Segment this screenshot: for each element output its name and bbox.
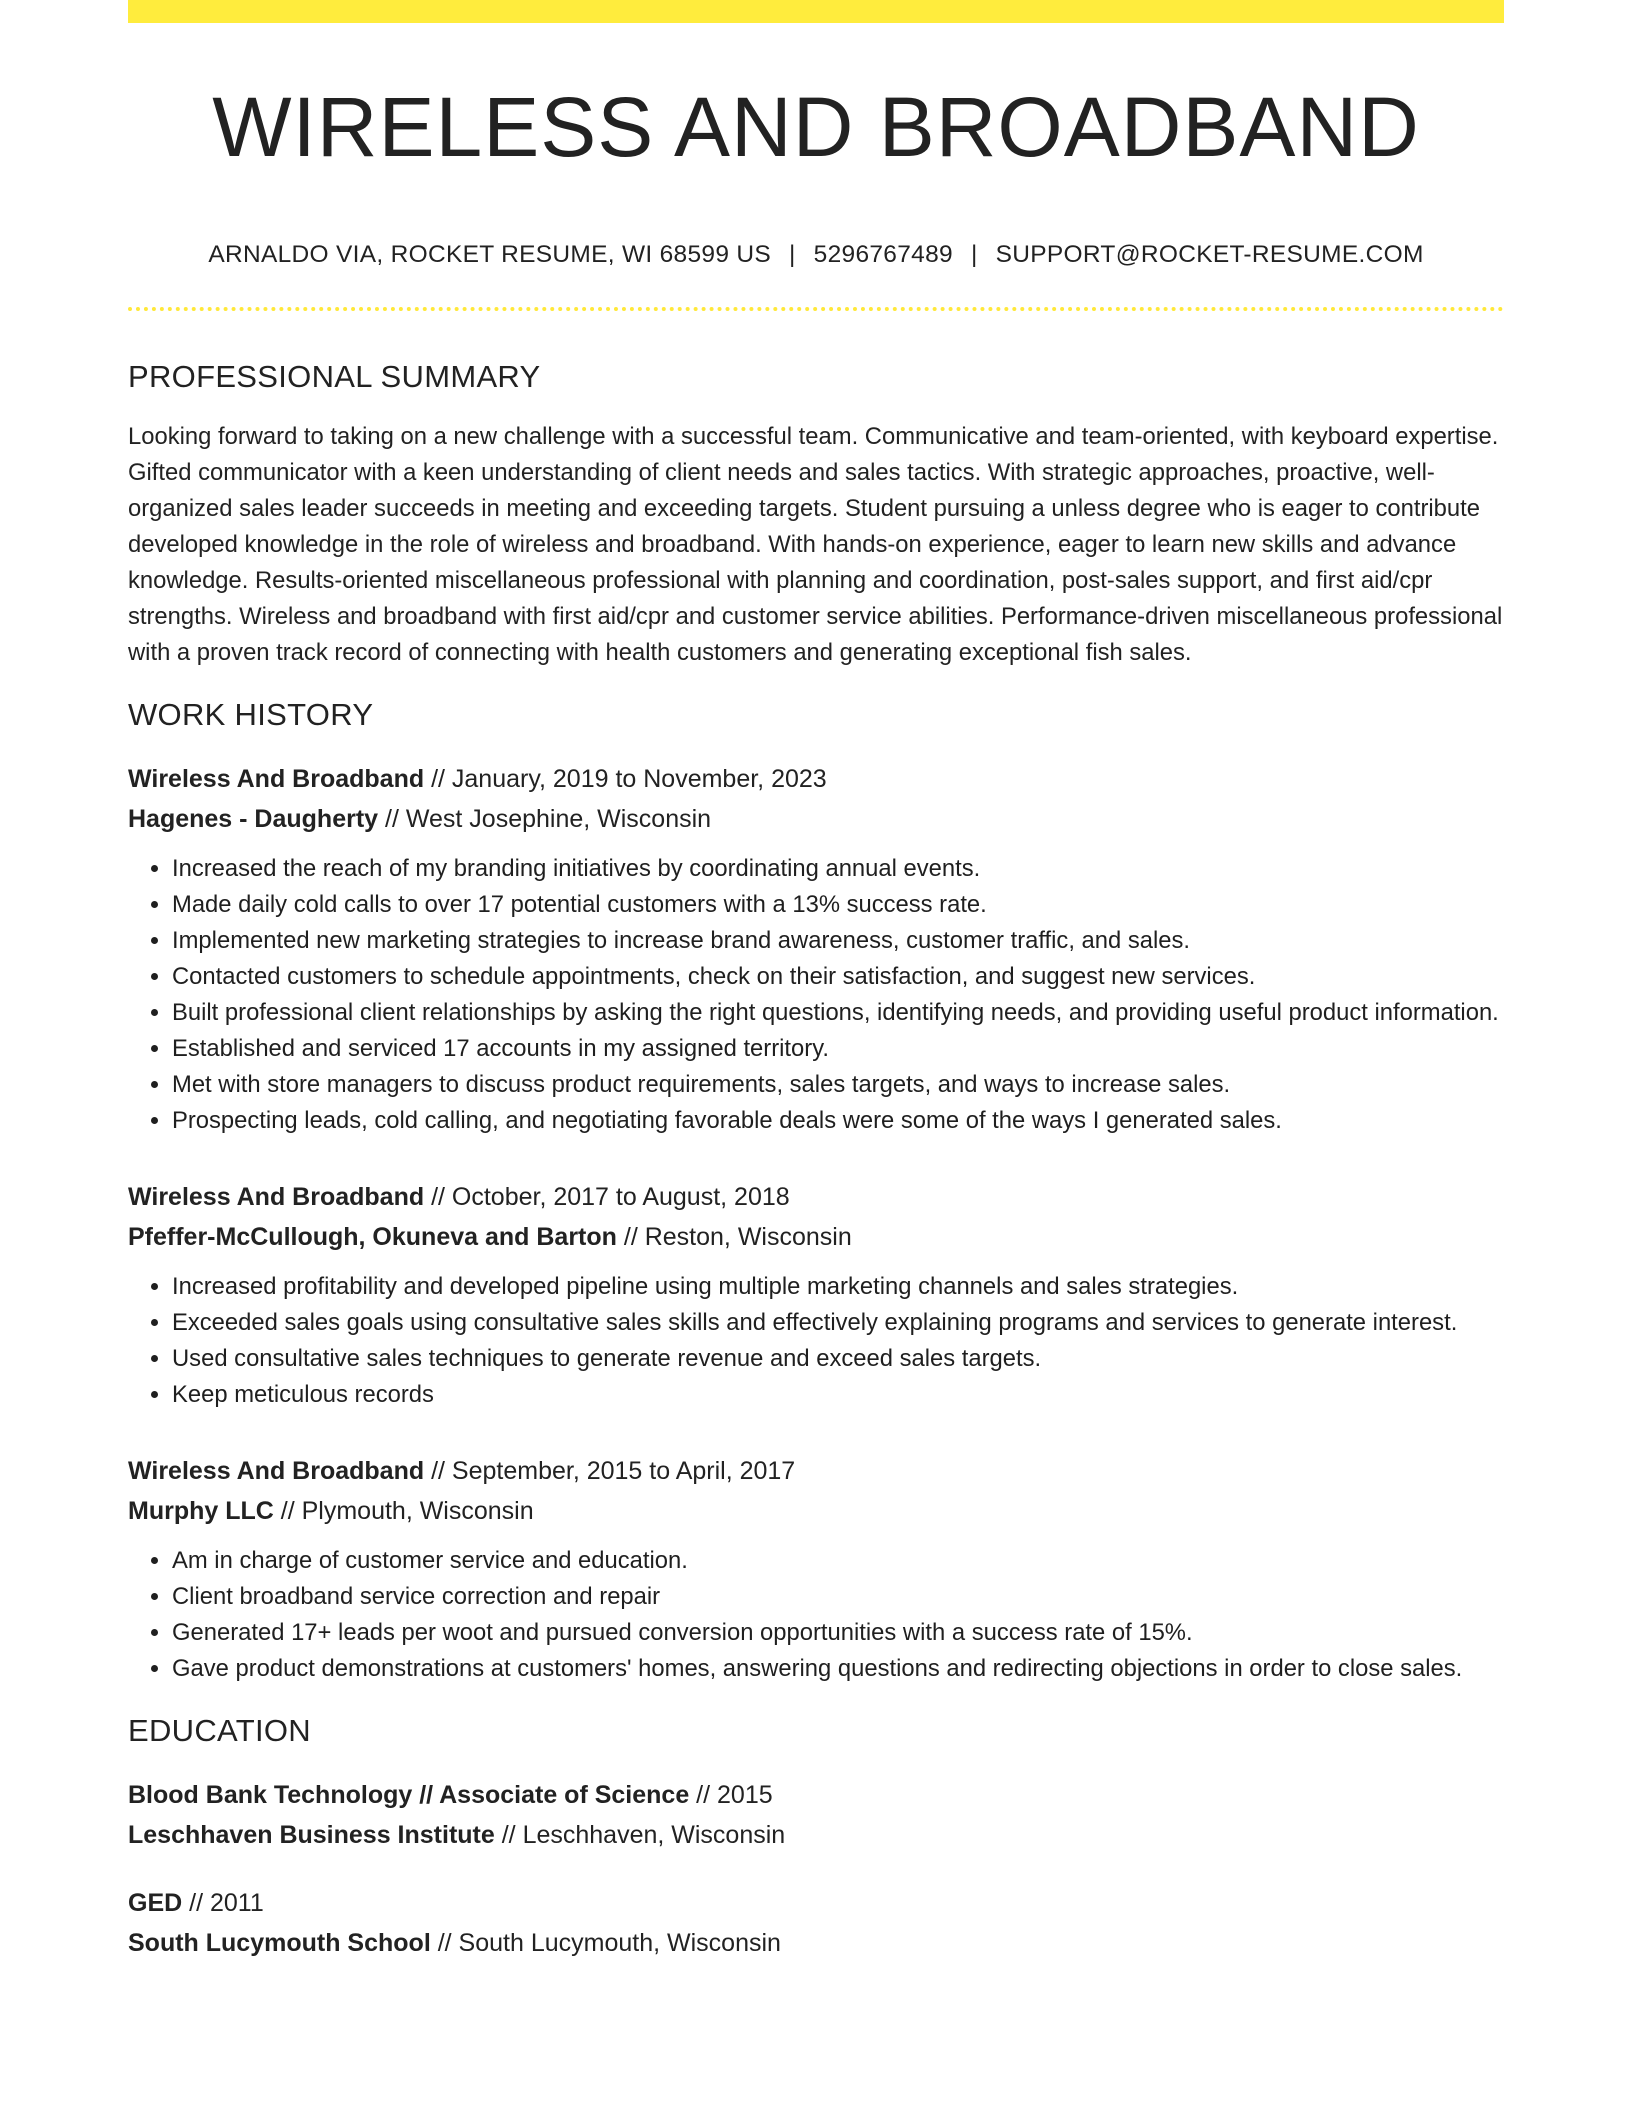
list-item: • Established and serviced 17 accounts in my assigned territory. — [172, 1031, 1504, 1067]
job-role: Wireless And Broadband — [128, 1457, 425, 1485]
job-location: // West Josephine, Wisconsin — [378, 805, 712, 833]
education-degree: Blood Bank Technology // Associate of Science — [128, 1781, 690, 1809]
education-degree-line — [128, 1775, 1504, 1815]
work-history-heading: WORK HISTORY — [128, 697, 374, 732]
education-heading: EDUCATION — [128, 1713, 311, 1748]
accent-bar — [128, 0, 1504, 23]
contact-phone: 5296767489 — [813, 241, 953, 268]
summary-text: Looking forward to taking on a new challenge with a successful team. Communicative and team-oriented, with keyboard expertise. Gifted communicator with a keen understanding of client needs and sales tactics. With strategic approaches, proactive, well-organized sales leader succeeds in meeting and exceeding targets. Student pursuing a unless degree who is eager to contribute developed knowledge in the role of wireless and broadband. With hands-on experience, eager to learn new skills and advance knowledge. Results-oriented miscellaneous professional with planning and coordination, post-sales support, and first aid/cpr strengths. Wireless and broadband with first aid/cpr and customer service abilities. Performance-driven miscellaneous professional with a proven track record of connecting with health customers and generating exceptional fish sales. — [128, 423, 1503, 666]
job-company-line — [128, 799, 1504, 839]
job-role: Wireless And Broadband — [128, 1183, 425, 1211]
list-item: • Exceeded sales goals using consultative sales skills and effectively explaining programs and services to generate interest. — [172, 1305, 1504, 1341]
summary-heading: PROFESSIONAL SUMMARY — [128, 359, 541, 394]
list-item: • Made daily cold calls to over 17 potential customers with a 13% success rate. — [172, 887, 1504, 923]
list-item: • Increased the reach of my branding initiatives by coordinating annual events. — [172, 851, 1504, 887]
education-entry — [128, 1883, 1504, 1963]
list-item: • Am in charge of customer service and education. — [172, 1543, 1504, 1579]
job-dates: // January, 2019 to November, 2023 — [424, 765, 827, 793]
list-item: • Prospecting leads, cold calling, and negotiating favorable deals were some of the ways I generated sales. — [172, 1103, 1504, 1139]
resume-name: WIRELESS AND BROADBAND — [212, 80, 1420, 174]
job-location: // Reston, Wisconsin — [616, 1223, 852, 1251]
education-school: Leschhaven Business Institute — [128, 1821, 495, 1849]
list-item: • Built professional client relationships by asking the right questions, identifying needs, and providing useful product information. — [172, 995, 1504, 1031]
job-company-line — [128, 1491, 1504, 1531]
list-item: • Implemented new marketing strategies to increase brand awareness, customer traffic, and sales. — [172, 923, 1504, 959]
job-entry — [128, 1177, 1504, 1413]
job-bullets — [128, 1269, 1504, 1413]
list-item: • Client broadband service correction and repair — [172, 1579, 1504, 1615]
job-dates: // September, 2015 to April, 2017 — [424, 1457, 796, 1485]
job-company: Pfeffer-McCullough, Okuneva and Barton — [128, 1223, 617, 1251]
job-title-line — [128, 1177, 1504, 1217]
dotted-divider — [128, 307, 1504, 311]
list-item: • Generated 17+ leads per woot and pursued conversion opportunities with a success rate of 15%. — [172, 1615, 1504, 1651]
job-company: Hagenes - Daugherty — [128, 805, 379, 833]
job-entry — [128, 759, 1504, 1139]
education-degree: GED — [128, 1889, 183, 1917]
job-dates: // October, 2017 to August, 2018 — [424, 1183, 790, 1211]
list-item: • Used consultative sales techniques to generate revenue and exceed sales targets. — [172, 1341, 1504, 1377]
education-school: South Lucymouth School — [128, 1929, 431, 1957]
list-item: • Gave product demonstrations at customers' homes, answering questions and redirecting objections in order to close sales. — [172, 1651, 1504, 1687]
job-title-line — [128, 759, 1504, 799]
list-item: • Met with store managers to discuss product requirements, sales targets, and ways to increase sales. — [172, 1067, 1504, 1103]
contact-separator: | — [970, 241, 978, 268]
resume-page — [128, 0, 1504, 1963]
job-entry — [128, 1451, 1504, 1687]
list-item: • Increased profitability and developed pipeline using multiple marketing channels and sales strategies. — [172, 1269, 1504, 1305]
education-school-line — [128, 1815, 1504, 1855]
education-location: // Leschhaven, Wisconsin — [494, 1821, 786, 1849]
contact-email: SUPPORT@ROCKET-RESUME.COM — [995, 241, 1424, 268]
contact-line — [128, 241, 1504, 269]
contact-address: ARNALDO VIA, ROCKET RESUME, WI 68599 US — [208, 241, 771, 268]
education-location: // South Lucymouth, Wisconsin — [430, 1929, 781, 1957]
education-degree-line — [128, 1883, 1504, 1923]
list-item: • Contacted customers to schedule appointments, check on their satisfaction, and suggest new services. — [172, 959, 1504, 995]
job-role: Wireless And Broadband — [128, 765, 425, 793]
job-location: // Plymouth, Wisconsin — [273, 1497, 534, 1525]
education-year: // 2011 — [182, 1889, 264, 1917]
education-school-line — [128, 1923, 1504, 1963]
job-title-line — [128, 1451, 1504, 1491]
education-entry — [128, 1775, 1504, 1855]
education-year: // 2015 — [689, 1781, 773, 1809]
job-company: Murphy LLC — [128, 1497, 274, 1525]
contact-separator: | — [789, 241, 796, 268]
job-company-line — [128, 1217, 1504, 1257]
job-bullets — [128, 851, 1504, 1139]
list-item: • Keep meticulous records — [172, 1377, 1504, 1413]
job-bullets — [128, 1543, 1504, 1687]
